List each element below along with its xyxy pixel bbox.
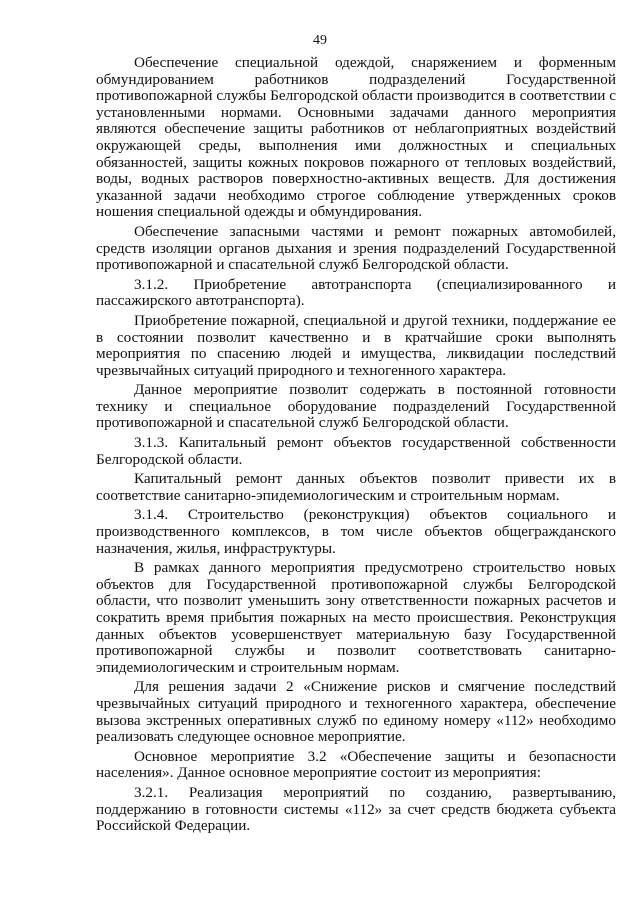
section-3-1-2-heading: 3.1.2. Приобретение автотранспорта (специализированного и пассажирского автотранспорта). (96, 275, 616, 310)
section-3-1-3-heading: 3.1.3. Капитальный ремонт объектов государственной собственности Белгородской области. (96, 434, 616, 468)
paragraph-spare-parts: Обеспечение запасными частями и ремонт пожарных автомобилей, средств изоляции органов дыхания и зрения подразделений Государственной противопожарной и спасательной служб Белгородской области. (96, 222, 616, 274)
paragraph-equipment-purchase: Приобретение пожарной, специальной и другой техники, поддержание ее в состоянии позволит качественно и в кратчайшие сроки выполнять мероприятия по спасению людей и имущества, ликвидации последствий чрезвычайных ситуаций природного и техногенного характера. (96, 311, 616, 379)
document-body (96, 55, 616, 835)
paragraph-capital-repair: Капитальный ремонт данных объектов позволит привести их в соответствие санитарно-эпидемиологическим и строительным нормам. (96, 470, 616, 504)
paragraph-readiness: Данное мероприятие позволит содержать в постоянной готовности технику и специальное оборудование подразделений Государственной противопожарной и спасательной служб Белгородской области. (96, 381, 616, 432)
paragraph-special-clothing: Обеспечение специальной одеждой, снаряжением и форменным обмундированием работников подразделений Государственной противопожарной службы Белгородской области производится в соответствии с установленными нормами. Основными задачами данного мероприятия являются обеспечение защиты работников от неблагоприятных воздействий окружающей среды, выполнения ими должностных и специальных обязанностей, защиты кожных покровов пожарного от тепловых воздействий, воды, водных растворов поверхностно-активных веществ. Для достижения указанной задачи необходимо строгое соблюдение утвержденных сроков ношения специальной одежды и обмундирования. (96, 54, 616, 221)
paragraph-task-2: Для решения задачи 2 «Снижение рисков и смягчение последствий чрезвычайных ситуаций природного и техногенного характера, обеспечение вызова экстренных оперативных служб по единому номеру «112» необходимо реализовать следующее основное мероприятие. (96, 678, 616, 746)
page-number: 49 (313, 33, 327, 48)
paragraph-main-activity-3-2: Основное мероприятие 3.2 «Обеспечение защиты и безопасности населения». Данное основное мероприятие состоит из мероприятия: (96, 747, 616, 782)
section-3-2-1-heading: 3.2.1. Реализация мероприятий по созданию, развертыванию, поддержанию в готовности системы «112» за счет средств бюджета субъекта Российской Федерации. (96, 783, 616, 835)
section-3-1-4-heading: 3.1.4. Строительство (реконструкция) объектов социального и производственного комплексов, в том числе объектов общегражданского назначения, жилья, инфраструктуры. (96, 506, 616, 557)
paragraph-construction: В рамках данного мероприятия предусмотрено строительство новых объектов для Государственной противопожарной службы Белгородской области, что позволит уменьшить зону ответственности пожарных расчетов и сократить время прибытия пожарных на место происшествия. Реконструкция данных объектов усовершенствует материальную базу Государственной противопожарной службы и позволит соответствовать санитарно-эпидемиологическим и строительным нормам. (96, 559, 616, 676)
